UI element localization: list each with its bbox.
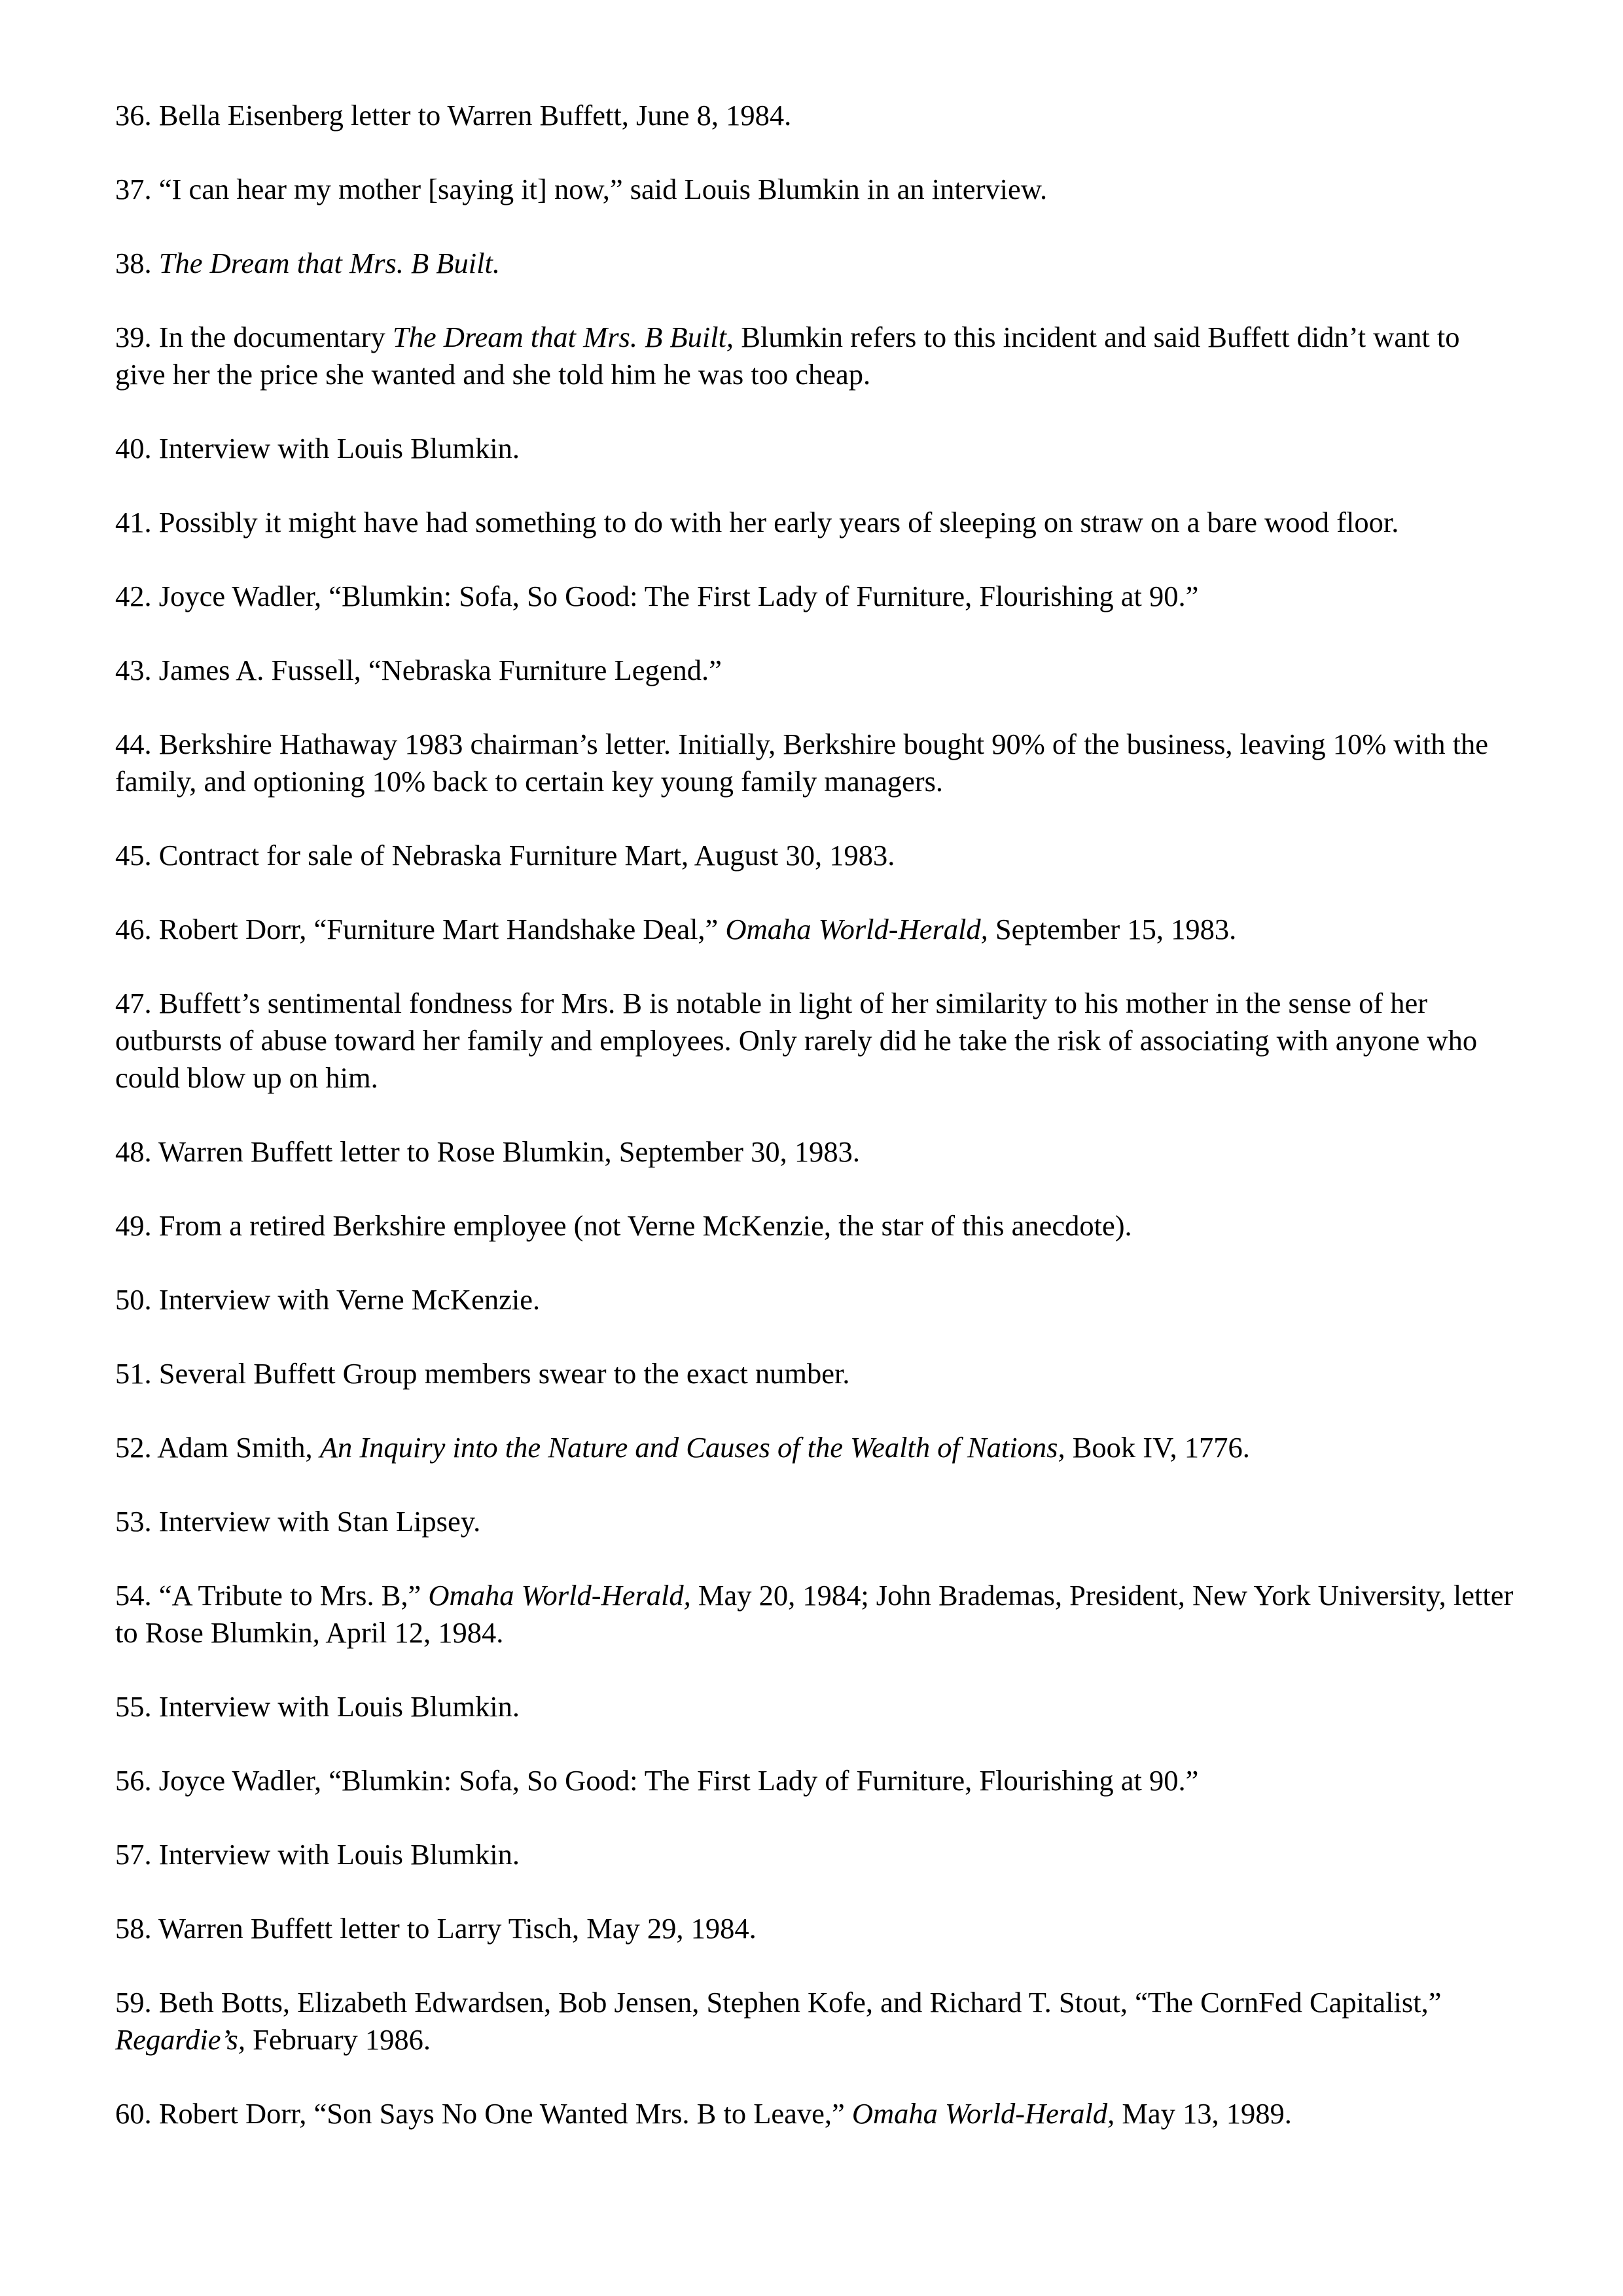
endnote-42 <box>115 578 1516 615</box>
endnote-text: Blumkin refers to this incident and said Buffett didn’t want to give her the price she wanted and she told him he was too cheap. <box>115 321 1460 391</box>
endnote-55 <box>115 1688 1516 1725</box>
endnote-51 <box>115 1355 1516 1392</box>
endnote-text: February 1986. <box>245 2023 431 2056</box>
endnote-59 <box>115 1984 1516 2058</box>
endnote-number: 40. <box>115 432 152 465</box>
endnote-text: Robert Dorr, “Furniture Mart Handshake Deal,” <box>158 913 726 945</box>
endnote-number: 39. <box>115 321 152 353</box>
endnote-number: 58. <box>115 1912 152 1945</box>
notes-list <box>115 97 1516 2132</box>
endnote-text: May 13, 1989. <box>1115 2097 1292 2130</box>
endnote-58 <box>115 1910 1516 1947</box>
endnote-number: 48. <box>115 1135 152 1168</box>
endnote-54 <box>115 1577 1516 1651</box>
endnote-text: Joyce Wadler, “Blumkin: Sofa, So Good: The First Lady of Furniture, Flourishing at 90.” <box>158 1764 1199 1797</box>
endnote-text: “A Tribute to Mrs. B,” <box>158 1579 429 1612</box>
endnote-text: Book IV, 1776. <box>1065 1431 1250 1464</box>
endnote-text: Berkshire Hathaway 1983 chairman’s letter. Initially, Berkshire bought 90% of the business, leaving 10% with the family, and optioning 10% back to certain key young family managers. <box>115 728 1489 798</box>
endnote-number: 42. <box>115 580 152 612</box>
endnote-number: 47. <box>115 987 152 1019</box>
endnote-number: 59. <box>115 1986 152 2019</box>
endnote-number: 50. <box>115 1283 152 1316</box>
endnote-text: Interview with Stan Lipsey. <box>158 1505 481 1538</box>
endnote-47 <box>115 985 1516 1097</box>
endnote-36 <box>115 97 1516 134</box>
endnote-40 <box>115 430 1516 467</box>
endnote-text: Adam Smith, <box>157 1431 320 1464</box>
endnote-number: 44. <box>115 728 152 760</box>
endnote-text: Beth Botts, Elizabeth Edwardsen, Bob Jensen, Stephen Kofe, and Richard T. Stout, “The CornFed Capitalist,” <box>158 1986 1442 2019</box>
endnote-52 <box>115 1429 1516 1466</box>
endnote-50 <box>115 1281 1516 1318</box>
endnote-44 <box>115 726 1516 800</box>
endnote-number: 38. <box>115 247 152 279</box>
endnote-number: 45. <box>115 839 152 872</box>
endnote-italic-text: Omaha World-Herald, <box>428 1579 691 1612</box>
endnote-43 <box>115 652 1516 689</box>
endnote-number: 56. <box>115 1764 152 1797</box>
endnote-53 <box>115 1503 1516 1540</box>
endnote-number: 36. <box>115 99 152 132</box>
endnote-text: Joyce Wadler, “Blumkin: Sofa, So Good: The First Lady of Furniture, Flourishing at 90.” <box>158 580 1199 612</box>
endnote-text: Interview with Verne McKenzie. <box>158 1283 541 1316</box>
endnote-text: Bella Eisenberg letter to Warren Buffett, June 8, 1984. <box>158 99 792 132</box>
endnote-number: 37. <box>115 173 152 205</box>
endnote-39 <box>115 319 1516 393</box>
endnote-number: 51. <box>115 1357 152 1390</box>
endnote-text: Robert Dorr, “Son Says No One Wanted Mrs. B to Leave,” <box>158 2097 852 2130</box>
endnote-text: Warren Buffett letter to Rose Blumkin, September 30, 1983. <box>158 1135 860 1168</box>
endnote-41 <box>115 504 1516 541</box>
endnote-text: Interview with Louis Blumkin. <box>158 1690 520 1723</box>
endnote-number: 57. <box>115 1838 152 1871</box>
endnote-text: Several Buffett Group members swear to the exact number. <box>158 1357 850 1390</box>
endnote-text: “I can hear my mother [saying it] now,” said Louis Blumkin in an interview. <box>158 173 1048 205</box>
endnote-text: Contract for sale of Nebraska Furniture Mart, August 30, 1983. <box>158 839 895 872</box>
endnote-number: 54. <box>115 1579 152 1612</box>
endnote-text: James A. Fussell, “Nebraska Furniture Legend.” <box>158 654 722 686</box>
endnote-text: May 20, 1984; John Brademas, President, New York University, letter to Rose Blumkin, April 12, 1984. <box>115 1579 1514 1649</box>
endnote-38 <box>115 245 1516 282</box>
endnote-number: 60. <box>115 2097 152 2130</box>
endnote-italic-text: An Inquiry into the Nature and Causes of the Wealth of Nations, <box>319 1431 1065 1464</box>
notes-page <box>115 97 1516 2169</box>
endnote-text: Interview with Louis Blumkin. <box>158 1838 520 1871</box>
endnote-text: Interview with Louis Blumkin. <box>158 432 520 465</box>
endnote-number: 49. <box>115 1209 152 1242</box>
endnote-italic-text: Omaha World-Herald, <box>725 913 988 945</box>
endnote-text: Possibly it might have had something to do with her early years of sleeping on straw on a bare wood floor. <box>158 506 1399 539</box>
endnote-italic-text: The Dream that Mrs. B Built, <box>392 321 734 353</box>
endnote-italic-text: Omaha World-Herald, <box>851 2097 1115 2130</box>
endnote-45 <box>115 837 1516 874</box>
endnote-57 <box>115 1836 1516 1873</box>
endnote-60 <box>115 2095 1516 2132</box>
endnote-37 <box>115 171 1516 208</box>
endnote-text: From a retired Berkshire employee (not Verne McKenzie, the star of this anecdote). <box>158 1209 1132 1242</box>
endnote-text: In the documentary <box>158 321 393 353</box>
endnote-56 <box>115 1762 1516 1799</box>
endnote-text: September 15, 1983. <box>988 913 1237 945</box>
endnote-text: Warren Buffett letter to Larry Tisch, May 29, 1984. <box>158 1912 757 1945</box>
endnote-number: 52. <box>115 1431 152 1464</box>
endnote-49 <box>115 1207 1516 1245</box>
endnote-text: Buffett’s sentimental fondness for Mrs. B is notable in light of her similarity to his mother in the sense of her outbursts of abuse toward her family and employees. Only rarely did he take the risk of associating with anyone who could blow up on him. <box>115 987 1478 1094</box>
endnote-number: 46. <box>115 913 152 945</box>
endnote-number: 43. <box>115 654 152 686</box>
endnote-number: 41. <box>115 506 152 539</box>
endnote-italic-text: Regardie’s, <box>115 2023 245 2056</box>
endnote-46 <box>115 911 1516 948</box>
endnote-italic-text: The Dream that Mrs. B Built. <box>158 247 500 279</box>
endnote-number: 53. <box>115 1505 152 1538</box>
endnote-number: 55. <box>115 1690 152 1723</box>
endnote-48 <box>115 1133 1516 1171</box>
